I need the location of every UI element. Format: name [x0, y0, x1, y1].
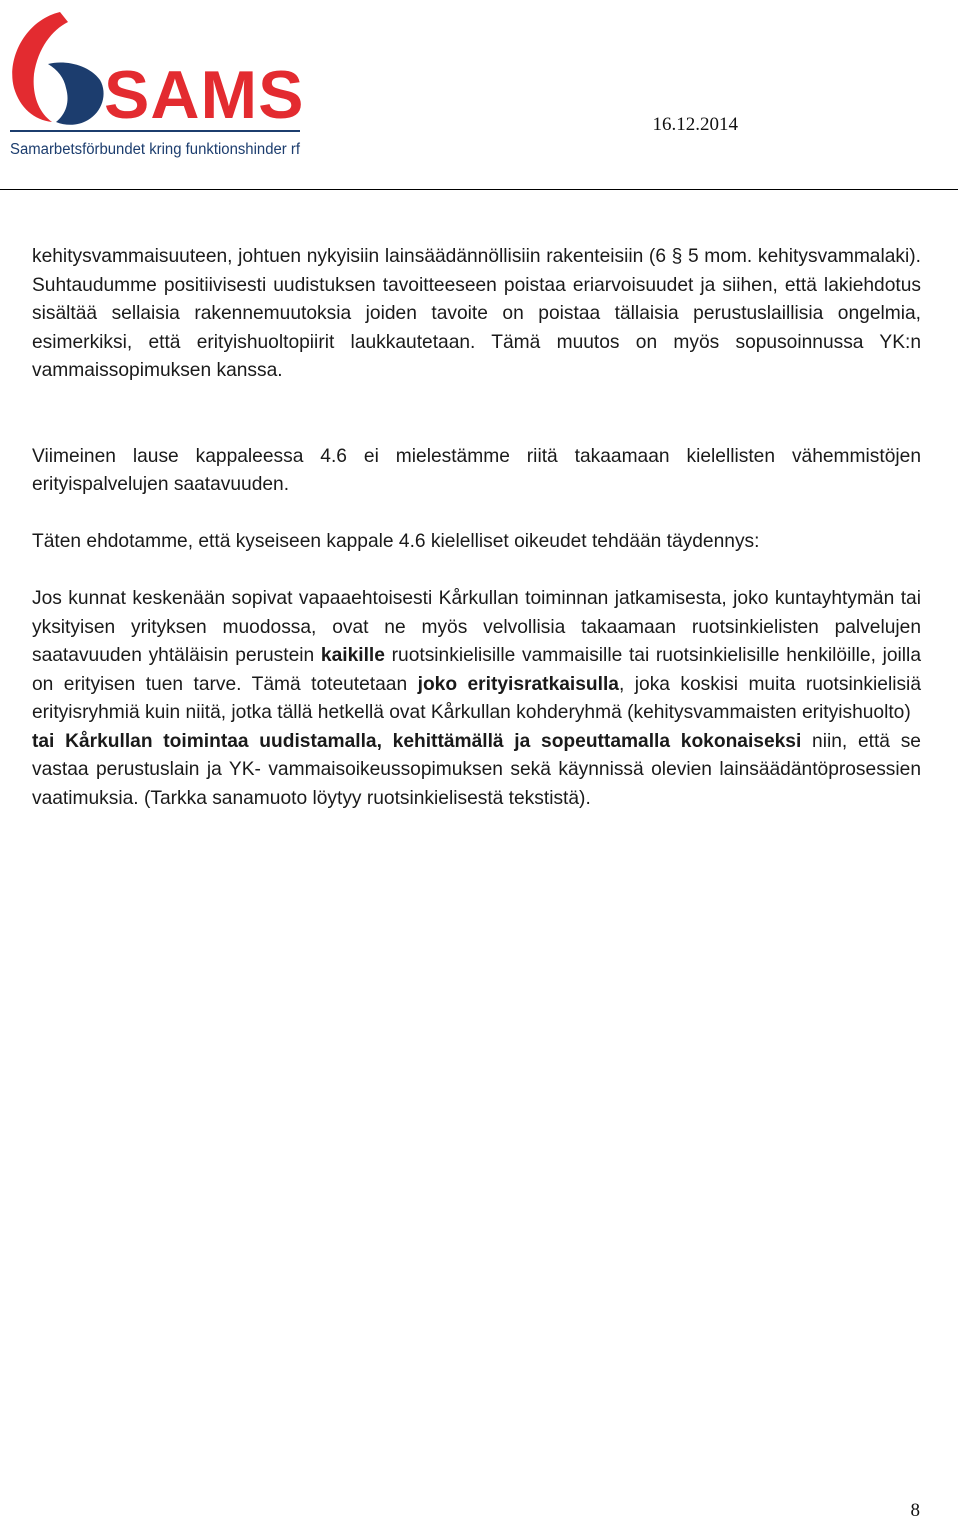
p5-bold-1: tai Kårkullan toimintaa uudistamalla, kehittämällä ja sopeuttamalla kokonaiseksi: [32, 730, 802, 752]
document-date: 16.12.2014: [652, 114, 738, 135]
p4-text-2: ruotsinkielisille vammaisille tai ruotsinkielisille henkilöille, joilla on erityisen tuen tarve. Tämä toteutetaan: [32, 645, 921, 695]
page-header: [0, 0, 960, 192]
paragraph-5: [32, 728, 921, 814]
paragraph-2: Viimeinen lause kappaleessa 4.6 ei mielestämme riitä takaamaan kielellisten vähemmistöjen erityispalvelujen saatavuuden.: [32, 445, 921, 495]
logo-tagline: Samarbetsförbundet kring funktionshinder rf: [10, 141, 301, 158]
p4-text-3: , joka koskisi muita ruotsinkielisiä erityisryhmiä kuin niitä, jotka tällä hetkellä ovat Kårkullan kohderyhmä (kehitysvammaisten erityishuolto): [32, 673, 921, 723]
paragraph-4: [32, 585, 921, 728]
paragraph-3: Täten ehdotamme, että kyseiseen kappale 4.6 kielelliset oikeudet tehdään täydennys:: [32, 531, 760, 552]
p4-text-1: Jos kunnat keskenään sopivat vapaaehtoisesti Kårkullan toiminnan jatkamisesta, joko kuntayhtymän tai yksityisen yrityksen muodossa, ovat ne myös velvollisia takaamaan ruotsinkielisten palvelujen saatavuuden yhtäläisin perustein: [32, 588, 921, 666]
sams-logo-graphic: [8, 8, 308, 160]
logo-blue-shape: [48, 63, 104, 125]
sams-logo: [8, 8, 308, 160]
p4-bold-1: kaikille: [320, 645, 385, 666]
spacer: [32, 386, 921, 443]
p5-text-1: niin, että se vastaa perustuslain ja YK- vammaisoikeussopimuksen sekä käynnissä olevien lainsäädäntöprosessien vaatimuksia. (Tarkka sanamuoto löytyy ruotsinkielisestä tekstistä).: [32, 730, 921, 809]
logo-wordmark: SAMS: [104, 57, 305, 133]
page-number: 8: [910, 1500, 920, 1521]
document-body: [32, 243, 921, 813]
spacer: [32, 500, 921, 529]
paragraph-1: kehitysvammaisuuteen, johtuen nykyisiin lainsäädännöllisiin rakenteisiin (6 § 5 mom. kehitysvammalaki). Suhtaudumme positiivisesti uudistuksen tavoitteeseen poistaa eriarvoisuudet ja siihen, että lakiehdotus sisältää sellaisia rakennemuutoksia joiden tavoite on poistaa tällaisia perustuslaillisia ongelmia, esimerkiksi, että erityishuoltopiirit laukkautetaan. Tämä muutos on myös sopusoinnussa YK:n vammaissopimuksen kanssa.: [32, 246, 921, 381]
header-divider: [0, 189, 958, 190]
p4-bold-2: joko erityisratkaisulla: [417, 673, 619, 695]
spacer: [32, 557, 921, 586]
